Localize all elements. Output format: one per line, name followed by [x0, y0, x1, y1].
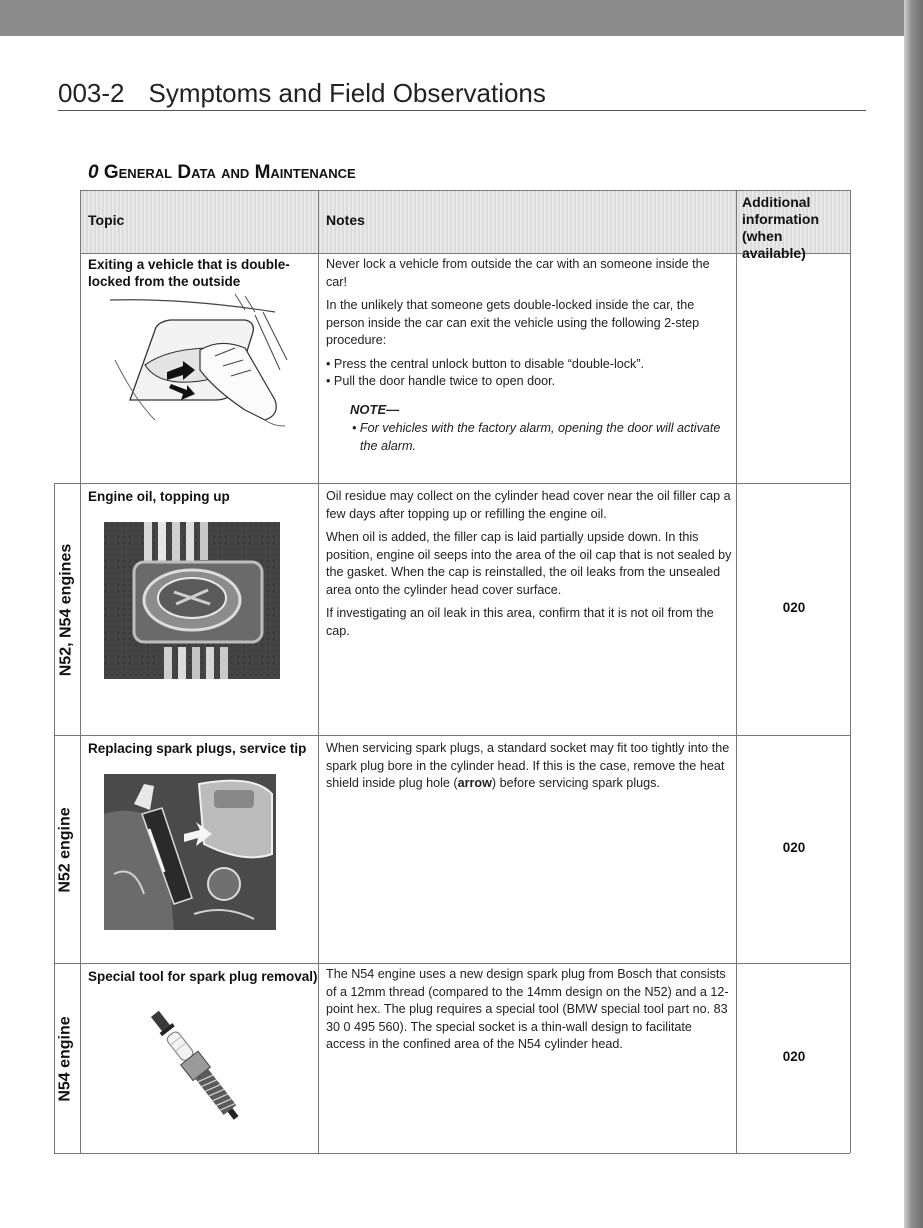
- notes-cell: [326, 740, 734, 799]
- note-text: • For vehicles with the factory alarm, opening the door will activate the alarm.: [350, 420, 734, 455]
- column-divider: [736, 190, 737, 1153]
- procedure-step: • Pull the door handle twice to open door.: [326, 373, 734, 391]
- page-title: Symptoms and Field Observations: [148, 78, 546, 108]
- topic-title: Exiting a vehicle that is double-locked from the outside: [88, 257, 290, 289]
- procedure-step: • Press the central unlock button to disable “double-lock”.: [326, 356, 734, 374]
- reference-number: 020: [782, 1049, 806, 1064]
- column-header-additional-info: Additional information (when available): [742, 194, 819, 261]
- page-header: [58, 78, 546, 109]
- column-divider: [318, 190, 319, 1153]
- topic-title: Replacing spark plugs, service tip: [88, 741, 307, 756]
- scan-page-edge: [904, 0, 923, 1228]
- note-heading: NOTE—: [350, 401, 400, 417]
- engine-label: N52, N54 engines: [57, 543, 74, 676]
- table-top-border: [80, 190, 850, 191]
- note-paragraph: When servicing spark plugs, a standard socket may fit too tightly into the spark plug bore in the cylinder head. If this is the case, remove the heat shield inside plug hole (arrow) before servicing spark plugs.: [326, 741, 730, 790]
- row-divider: [54, 483, 850, 484]
- row-divider: [54, 963, 850, 964]
- note-paragraph: Oil residue may collect on the cylinder head cover near the oil filler cap a few days after topping up or refilling the engine oil.: [326, 489, 731, 521]
- column-divider: [80, 190, 81, 1153]
- note-paragraph: In the unlikely that someone gets double-locked inside the car, the person inside the car can exit the vehicle using the following 2-step procedure:: [326, 298, 700, 347]
- bosch-spark-plug-photo-icon: [130, 1000, 270, 1140]
- topic-title: Special tool for spark plug removal): [88, 969, 318, 984]
- column-header-notes: Notes: [326, 212, 365, 228]
- oil-filler-cap-photo-icon: [104, 522, 280, 679]
- engine-label: N54 engine: [57, 1015, 75, 1102]
- section-title-text: General Data and Maintenance: [103, 162, 356, 183]
- row-divider: [54, 735, 850, 736]
- column-divider: [850, 190, 851, 1153]
- topic-title: Engine oil, topping up: [88, 489, 230, 504]
- note-paragraph: Never lock a vehicle from outside the car with an someone inside the car!: [326, 257, 710, 289]
- header-rule: [58, 110, 866, 111]
- section-title: 0 General Data and Maintenance: [88, 162, 356, 183]
- procedure-list: [326, 356, 734, 391]
- reference-number: 020: [782, 840, 806, 855]
- note-paragraph: If investigating an oil leak in this area, confirm that it is not oil from the cap.: [326, 606, 714, 638]
- spark-plug-bore-photo-icon: [104, 774, 276, 930]
- note-paragraph: The N54 engine uses a new design spark plug from Bosch that consists of a 12mm thread (compared to the 14mm design on the N52) and a 12-point hex. The plug requires a special tool (BMW special tool part no. 83 30 0 495 560). The special socket is a thin-wall design to facilitate access in the confined area of the N54 cylinder head.: [326, 967, 729, 1051]
- notes-cell: [326, 488, 734, 646]
- section-number: 003-2: [58, 78, 125, 108]
- notes-cell: [326, 256, 734, 455]
- column-header-topic: Topic: [88, 212, 125, 228]
- emphasis-arrow: arrow: [457, 776, 492, 790]
- note-paragraph: When oil is added, the filler cap is laid partially upside down. In this position, engine oil seeps into the area of the oil cap that is not sealed by the gasket. When the cap is reinstalled, the oil leaks from the unsealed area onto the cylinder head cover surface.: [326, 530, 732, 597]
- table-header-bg: [80, 190, 850, 253]
- reference-number: 020: [782, 600, 806, 615]
- table-bottom-border: [54, 1153, 850, 1154]
- notes-cell: [326, 966, 734, 1060]
- scan-top-band: [0, 0, 923, 36]
- door-handle-illustration-icon: [95, 290, 295, 430]
- engine-label: N52 engine: [57, 806, 75, 893]
- table-header-border: [80, 253, 850, 254]
